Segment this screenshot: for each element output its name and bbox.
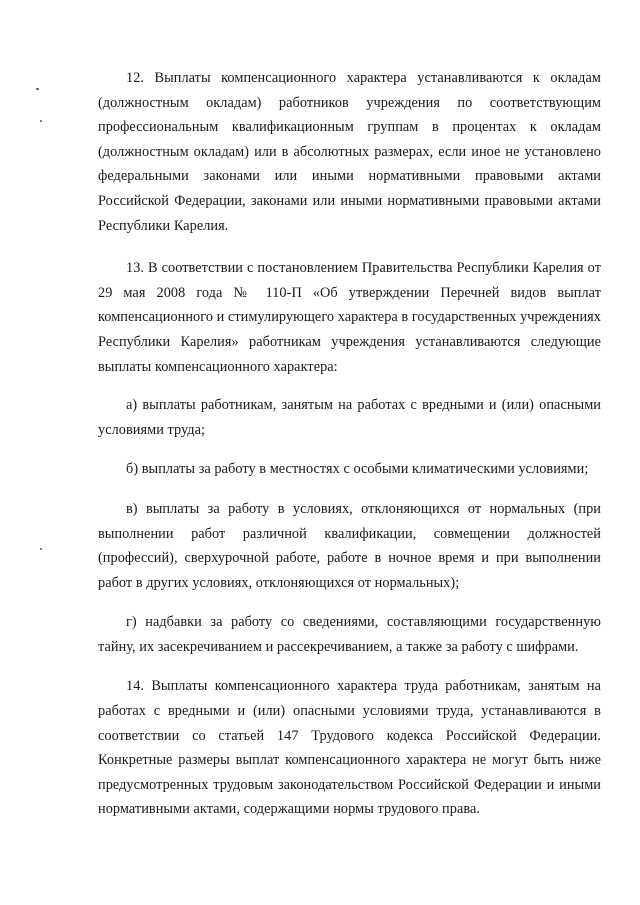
paragraph-13: 13. В соответствии с постановлением Правительства Республики Карелия от 29 мая 2008 года № 110-П «Об утверждении Перечней видов выплат компенсационного и стимулирующего характера в государственных учреждениях Республики Карелия» работникам учреждения устанавливаются следующие выплаты компенсационного характера: <box>98 260 601 375</box>
paragraph-12: 12. Выплаты компенсационного характера устанавливаются к окладам (должностным окладам) работников учреждения по соответствующим профессиональным квалификационным группам в процентах к окладам (должностным окладам) или в абсолютных размерах, если иное не установлено федеральными законами или иными нормативными правовыми актами Российской Федерации, законами или иными нормативными правовыми актами Республики Карелия. <box>98 70 601 234</box>
scan-speck <box>40 548 42 550</box>
scan-speck <box>40 120 42 122</box>
scan-speck <box>36 88 39 90</box>
paragraph-13-item-a: а) выплаты работникам, занятым на работах с вредными и (или) опасными условиями труда; <box>98 397 601 438</box>
paragraph-13-item-b: б) выплаты за работу в местностях с особыми климатическими условиями; <box>126 461 589 478</box>
document-body <box>98 66 601 840</box>
paragraph-14: 14. Выплаты компенсационного характера труда работникам, занятым на работах с вредными и (или) опасными условиями труда, устанавливаются в соответствии со статьей 147 Трудового кодекса Российской Федерации. Конкретные размеры выплат компенсационного характера не могут быть ниже предусмотренных трудовым законодательством Российской Федерации и иными нормативными актами, содержащими нормы трудового права. <box>98 678 601 818</box>
paragraph-13-item-v: в) выплаты за работу в условиях, отклоняющихся от нормальных (при выполнении работ различной квалификации, совмещении должностей (профессий), сверхурочной работе, работе в ночное время и при выполнении работ в других условиях, отклоняющихся от нормальных); <box>98 500 601 591</box>
paragraph-13-item-g: г) надбавки за работу со сведениями, составляющими государственную тайну, их засекречиванием и рассекречиванием, а также за работу с шифрами. <box>98 614 601 655</box>
